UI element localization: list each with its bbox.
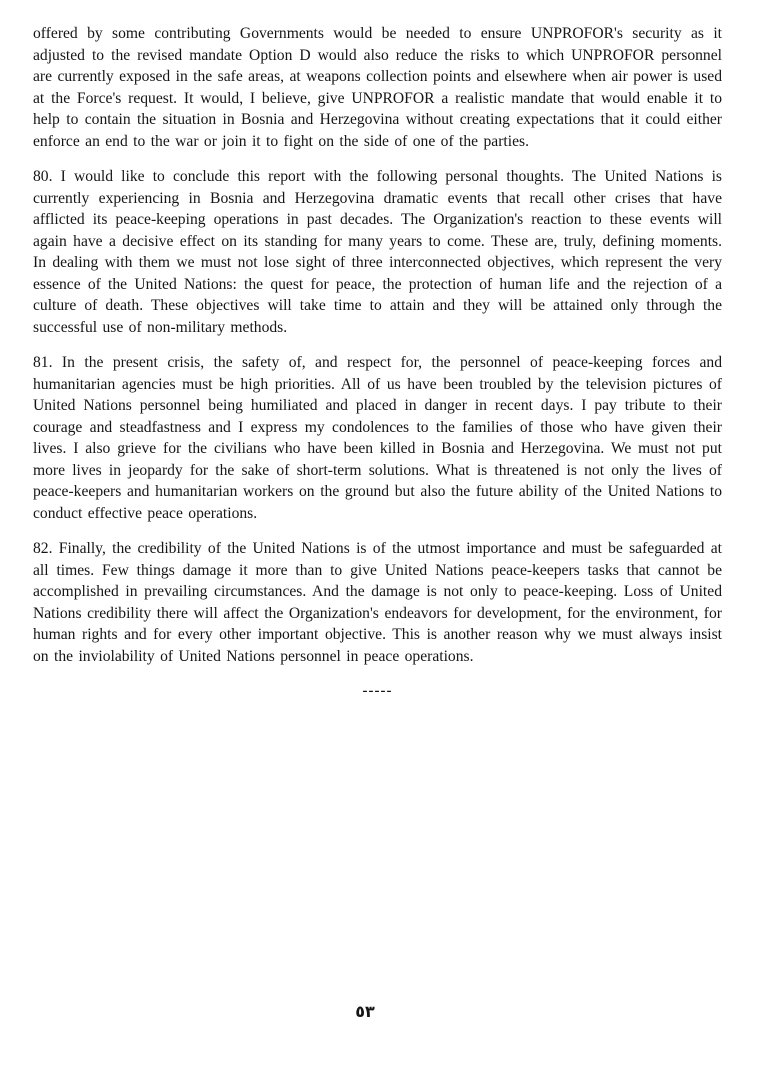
paragraph-continuation: offered by some contributing Governments would be needed to ensure UNPROFOR's security as it adjusted to the revised mandate Option D would also reduce the risks to which UNPROFOR personnel are currently exposed in the safe areas, at weapons collection points and elsewhere when air power is used at the Force's request. It would, I believe, give UNPROFOR a realistic mandate that would enable it to help to contain the situation in Bosnia and Herzegovina without creating expectations that it could either enforce an end to the war or join it to fight on the side of one of the parties. bbox=[33, 25, 722, 150]
paragraph-80: 80. I would like to conclude this report with the following personal thoughts. The United Nations is currently experiencing in Bosnia and Herzegovina dramatic events that recall other crises that have afflicted its peace-keeping operations in past decades. The Organization's reaction to these events will again have a decisive effect on its standing for many years to come. These are, truly, defining moments. In dealing with them we must not lose sight of three interconnected objectives, which represent the very essence of the United Nations: the quest for peace, the protection of human life and the rejection of a culture of death. These objectives will take time to attain and they will be attained only through the successful use of non-military methods. bbox=[33, 168, 722, 336]
paragraph-82: 82. Finally, the credibility of the United Nations is of the utmost importance and must be safeguarded at all times. Few things damage it more than to give United Nations peace-keepers tasks that cannot be accomplished in prevailing circumstances. And the damage is not only to peace-keeping. Loss of United Nations credibility there will affect the Organization's endeavors for development, for the environment, for human rights and for every other important objective. This is another reason why we must always insist on the inviolability of United Nations personnel in peace operations. bbox=[33, 540, 722, 665]
section-separator: ----- bbox=[362, 683, 393, 699]
paragraph-81: 81. In the present crisis, the safety of, and respect for, the personnel of peace-keeping forces and humanitarian agencies must be high priorities. All of us have been troubled by the television pictures of United Nations personnel being humiliated and placed in danger in recent days. I pay tribute to their courage and steadfastness and I express my condolences to the families of those who have given their lives. I also grieve for the civilians who have been killed in Bosnia and Herzegovina. We must not put more lives in jeopardy for the sake of short-term solutions. What is threatened is not only the lives of peace-keepers and humanitarian workers on the ground but also the future ability of the United Nations to conduct effective peace operations. bbox=[33, 354, 722, 522]
page-number: ٥٣ bbox=[355, 1002, 375, 1021]
